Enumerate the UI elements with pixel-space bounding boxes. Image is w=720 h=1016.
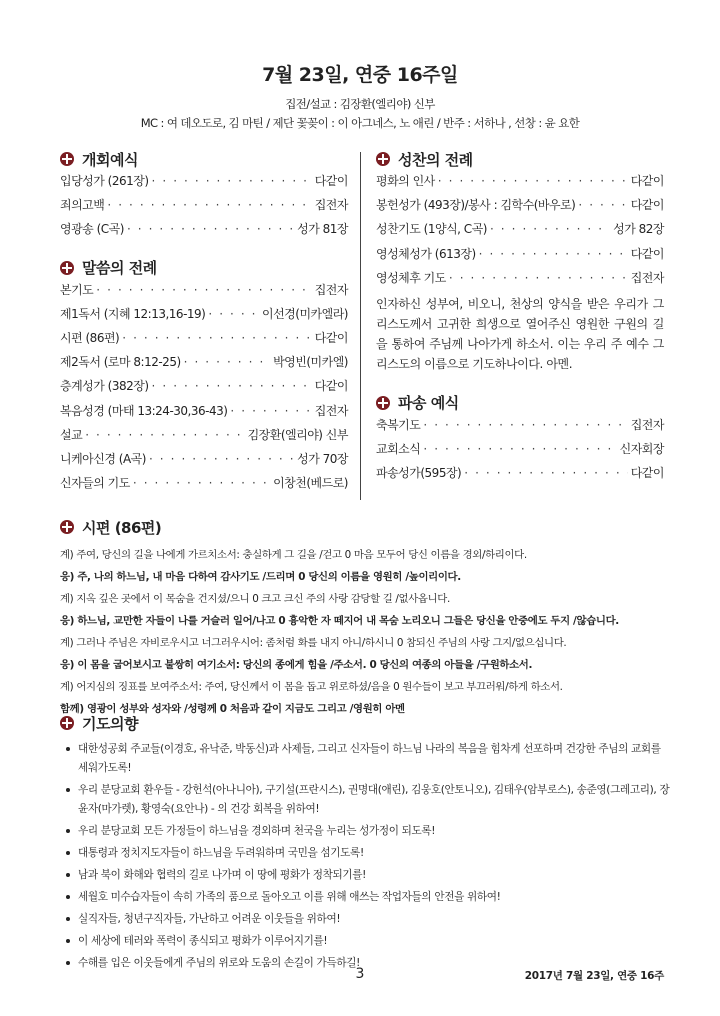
row-label: 제2독서 (로마 8:12-25) (60, 355, 181, 370)
page-title: 7월 23일, 연중 16주일 (262, 64, 458, 86)
section-heading: 말씀의 전례 (82, 259, 157, 278)
post-communion-prayer: 인자하신 성부여, 비오니, 천상의 양식을 받은 우리가 그리스도께서 고귀한 희생으로 열어주신 영원한 구원의 길을 통하여 주님께 나아가게 하소서. 이는 우리 주 예수 그리스도의 이름으로 기도하나이다. 아멘. (376, 296, 664, 371)
dot-leader (149, 452, 294, 466)
dot-leader (423, 418, 627, 432)
section-heading: 파송 예식 (398, 394, 459, 413)
intention-item: 실직자들, 청년구직자들, 가난하고 어려운 이웃들을 위하여! (60, 910, 670, 929)
intention-item: 대한성공회 주교들(이경호, 유낙준, 박동신)과 사제들, 그리고 신자들이 하느님 나라의 복음을 힘차게 선포하며 건강한 주님의 교회를 세워가도록! (60, 740, 670, 778)
row-label: 신자들의 기도 (60, 476, 130, 491)
intention-item: 세월호 미수습자들이 속히 가족의 품으로 돌아오고 이를 위해 애쓰는 작업자들의 안전을 위하여! (60, 888, 670, 907)
row-label: 봉헌성가 (493장)/봉사 : 김학수(바우로) (376, 198, 576, 213)
column-divider (360, 152, 361, 500)
dot-leader (464, 466, 627, 480)
psalm-line: 계) 지옥 깊은 곳에서 이 목숨을 건지셨/으니 0 크고 크신 주의 사랑 감당할 길 /없사옵니다. (60, 593, 450, 605)
section-opening (60, 148, 348, 170)
program-row (376, 196, 664, 220)
row-label: 시편 (86편) (60, 330, 120, 345)
word-rows (60, 281, 348, 499)
row-value: 신자회장 (619, 442, 664, 457)
program-row (376, 464, 664, 488)
row-value: 다같이 (314, 379, 348, 394)
row-value: 이선경(미카엘라) (261, 306, 348, 321)
intentions-section (60, 712, 670, 976)
program-row (60, 353, 348, 377)
section-psalm (60, 516, 670, 538)
row-value: 다같이 (630, 174, 664, 188)
section-intentions (60, 712, 670, 734)
psalm-line: 응) 주, 나의 하느님, 내 마음 다하여 감사기도 /드리며 0 당신의 이름을 영원히 /높이리이다. (60, 571, 461, 583)
dot-leader (85, 428, 244, 442)
dot-leader (230, 404, 311, 418)
cross-icon (376, 152, 390, 166)
intention-item: 우리 분당교회 모든 가정들이 하느님을 경외하며 천국을 누리는 성가정이 되도록! (60, 822, 670, 841)
program-row (376, 172, 664, 196)
row-value: 집전자 (630, 417, 664, 432)
row-value: 성가 70장 (297, 451, 348, 466)
dot-leader (449, 271, 628, 285)
intention-item: 우리 분당교회 환우들 - 강헌석(아나니아), 구기설(프란시스), 권명대(애린), 김웅호(안토니오), 김태우(암부로스), 송준영(그레고리), 장윤자(마가렛), 황영숙(요안나) - 의 건강 회복을 위하여! (60, 781, 670, 819)
row-value: 집전자 (314, 282, 348, 297)
row-value: 다같이 (314, 174, 348, 188)
intention-item: 이 세상에 테러와 폭력이 종식되고 평화가 이루어지기를! (60, 932, 670, 951)
row-label: 본기도 (60, 282, 94, 297)
row-value: 다같이 (314, 330, 348, 345)
section-eucharist (376, 148, 664, 170)
dot-leader (490, 222, 610, 236)
section-heading: 개회예식 (82, 150, 138, 169)
eucharist-rows (376, 172, 664, 293)
row-value: 성가 81장 (297, 222, 348, 237)
program-row (60, 196, 348, 220)
intentions-list (60, 740, 670, 973)
row-label: 영성체후 기도 (376, 270, 446, 285)
dot-leader (208, 307, 259, 321)
section-dismissal (376, 392, 664, 414)
cross-icon (60, 261, 74, 275)
program-row (60, 220, 348, 244)
row-label: 성찬기도 (1양식, C곡) (376, 222, 487, 237)
cross-icon (60, 152, 74, 166)
presider-line: 집전/설교 : 김장환(엘리야) 신부 (285, 97, 435, 111)
row-label: 평화의 인사 (376, 174, 435, 188)
dot-leader (184, 355, 270, 369)
row-value: 다같이 (630, 198, 664, 213)
row-label: 니케아신경 (A곡) (60, 451, 146, 466)
program-row (60, 377, 348, 401)
row-label: 설교 (60, 427, 83, 442)
row-label: 영광송 (C곡) (60, 222, 124, 237)
footer-date: 2017년 7월 23일, 연중 16주 (524, 970, 664, 982)
dot-leader (96, 283, 311, 297)
row-label: 영성체성가 (613장) (376, 246, 476, 261)
row-value: 이창천(베드로) (273, 476, 348, 491)
opening-rows (60, 172, 348, 245)
program-row (60, 426, 348, 450)
ministers-line: MC : 여 데오도로, 김 마틴 / 제단 꽃꽂이 : 이 아그네스, 노 애린 / 반주 : 서하나 , 선창 : 윤 요한 (140, 116, 580, 130)
row-value: 다같이 (630, 246, 664, 261)
row-label: 복음성경 (마태 13:24-30,36-43) (60, 403, 228, 418)
psalm-line: 응) 이 몸을 굽어보시고 불쌍히 여기소서: 당신의 종에게 힘을 /주소서. 0 당신의 여종의 아들을 /구원하소서. (60, 659, 533, 671)
program-row (60, 281, 348, 305)
row-label: 교회소식 (376, 442, 421, 457)
section-word (60, 257, 348, 279)
psalm-line: 함께) 영광이 성부와 성자와 /성령께 0 처음과 같이 지금도 그리고 /영원히 아멘 (60, 703, 405, 715)
right-column (376, 148, 664, 489)
cross-icon (376, 396, 390, 410)
row-value: 집전자 (314, 403, 348, 418)
dot-leader (152, 174, 312, 188)
row-label: 입당성가 (261장) (60, 174, 149, 188)
row-value: 집전자 (630, 270, 664, 285)
program-row (60, 474, 348, 498)
row-label: 층계성가 (382장) (60, 379, 149, 394)
psalm-line: 계) 어지심의 징표를 보여주소서: 주여, 당신께서 이 몸을 돕고 위로하셨/음을 0 원수들이 보고 부끄러워/하게 하소서. (60, 681, 563, 693)
program-row (376, 440, 664, 464)
intention-item: 수해를 입은 이웃들에게 주님의 위로와 도움의 손길이 가득하길! (60, 954, 670, 973)
program-row (60, 305, 348, 329)
row-value: 집전자 (314, 198, 348, 213)
section-heading: 시편 (86편) (82, 518, 162, 537)
cross-icon (60, 520, 74, 534)
dot-leader (133, 476, 270, 490)
row-label: 제1독서 (지혜 12:13,16-19) (60, 306, 206, 321)
dot-leader (152, 379, 312, 393)
dot-leader (578, 198, 627, 212)
psalm-lines (60, 544, 670, 720)
program-row (376, 220, 664, 244)
row-value: 성가 82장 (613, 222, 664, 237)
section-heading: 성찬의 전례 (398, 150, 473, 169)
psalm-line: 계) 주여, 당신의 길을 나에게 가르치소서: 충실하게 그 길을 /걷고 0 마음 모두어 당신 이름을 경외/하리이다. (60, 549, 527, 561)
program-row (60, 172, 348, 196)
program-row (376, 416, 664, 440)
dot-leader (438, 174, 628, 188)
dot-leader (423, 442, 616, 456)
program-row (60, 402, 348, 426)
program-row (60, 329, 348, 353)
row-value: 박영빈(미카엘) (273, 355, 348, 370)
row-label: 파송성가(595장) (376, 466, 462, 481)
left-column (60, 148, 348, 498)
dot-leader (479, 247, 628, 261)
row-value: 다같이 (630, 466, 664, 481)
row-label: 죄의고백 (60, 198, 105, 213)
psalm-line: 계) 그러나 주님은 자비로우시고 너그러우시어: 좀처럼 화를 내지 아니/하시니 0 참되신 주님의 사랑 그지/없으십니다. (60, 637, 567, 649)
program-row (376, 269, 664, 293)
dot-leader (127, 222, 294, 236)
page-number: 3 (355, 966, 365, 982)
dot-leader (107, 198, 311, 212)
section-heading: 기도의향 (82, 714, 138, 733)
psalm-line: 응) 하느님, 교만한 자들이 나를 거슬러 일어/나고 0 흉악한 자 떼지어 내 목숨 노리오니 그들은 당신을 안중에도 두지 /않습니다. (60, 615, 619, 627)
row-value: 김장환(엘리야) 신부 (247, 427, 348, 442)
dismissal-rows (376, 416, 664, 489)
intention-item: 대통령과 정치지도자들이 하느님을 두려워하며 국민을 섬기도록! (60, 844, 670, 863)
intention-item: 남과 북이 화해와 협력의 길로 나가며 이 땅에 평화가 정착되기를! (60, 866, 670, 885)
row-label: 축복기도 (376, 417, 421, 432)
psalm-section (60, 516, 670, 720)
program-row (376, 245, 664, 269)
program-row (60, 450, 348, 474)
dot-leader (122, 331, 311, 345)
cross-icon (60, 716, 74, 730)
